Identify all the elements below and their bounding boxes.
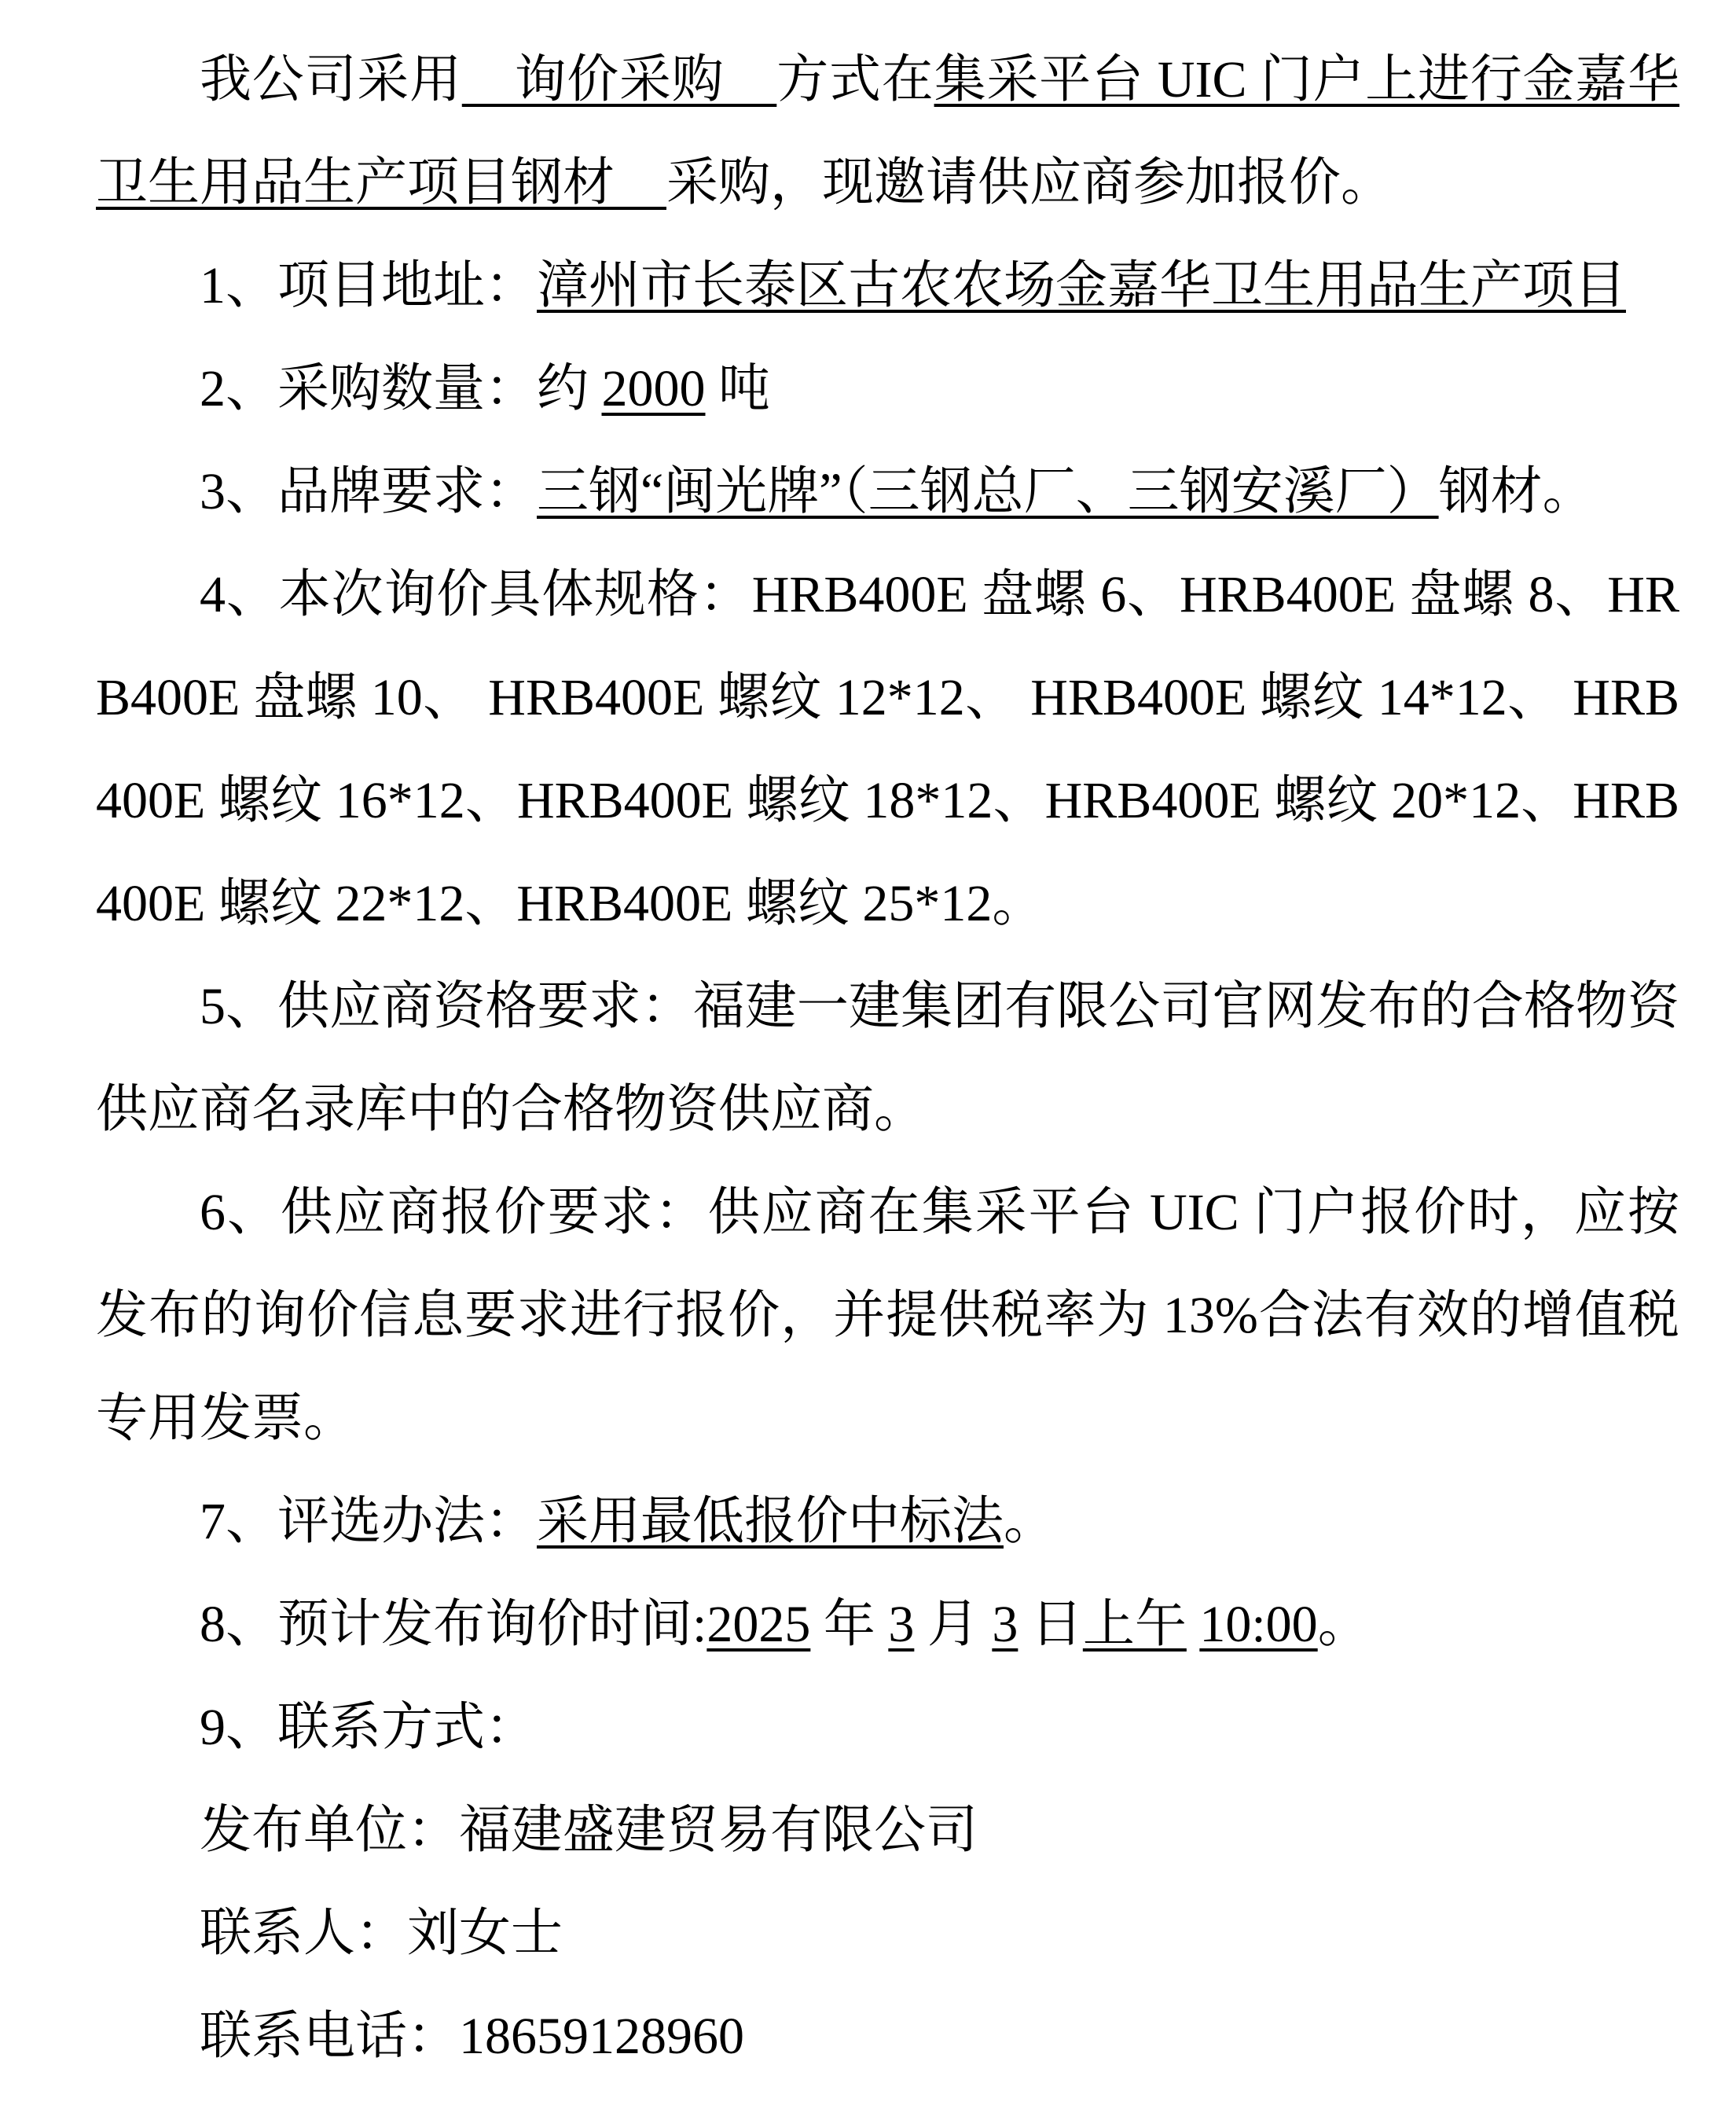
paragraph [96,1882,1679,1985]
text-run: 5、供应商资格要求：福建一建集团有限公司官网发布的合格物资供应商名录库中的合格物资供应商。 [96,978,1679,1138]
paragraph [96,337,1679,440]
text-run: 发布单位：福建盛建贸易有限公司 [200,1802,978,1859]
underlined-text-run: 采用最低报价中标法 [537,1493,1004,1550]
text-run: 月 [914,1596,993,1653]
text-run: 。 [1004,1493,1055,1550]
text-run: 7、评选办法： [200,1493,537,1550]
underlined-text-run: 询价采购 [461,51,777,108]
text-run: 我公司采用 [200,51,462,108]
text-run: 年 [810,1596,889,1653]
text-run: 4、本次询价具体规格：HRB400E 盘螺 6、HRB400E 盘螺 8、HRB400E 盘螺 10、 HRB400E 螺纹 12*12、 HRB400E 螺纹 14*12、 HRB400E 螺纹 16*12、HRB400E 螺纹 18*12、HRB400E 螺纹 20*12、HRB400E 螺纹 22*12、HRB400E 螺纹 25*12。 [96,566,1679,932]
underlined-text-run: 10:00 [1199,1596,1318,1653]
paragraph [96,1161,1679,1470]
paragraph [96,1676,1679,1779]
underlined-text-run: 3 [992,1596,1018,1653]
text-run: 联系人：刘女士 [200,1905,563,1962]
text-run: 联系电话：18659128960 [200,2008,744,2065]
underlined-text-run: 集采平台 UIC 门户上进行金嘉华卫生用品生产项目钢材 [96,51,1680,211]
paragraph [96,955,1679,1161]
document-body [96,28,1679,2088]
text-run: 6、供应商报价要求：供应商在集采平台 UIC 门户报价时，应按发布的询价信息要求进行报价，并提供税率为 13%合法有效的增值税专用发票。 [96,1184,1679,1447]
underlined-text-run: 上午 [1082,1596,1187,1653]
text-run [1187,1596,1200,1653]
underlined-text-run: 3 [888,1596,915,1653]
text-run: 吨 [705,360,770,417]
text-run: 方式在 [776,51,934,108]
text-run: 8、预计发布询价时间: [200,1596,707,1653]
paragraph [96,28,1679,234]
text-run: 日 [1018,1596,1083,1653]
text-run: 9、联系方式： [200,1699,537,1756]
paragraph [96,1470,1679,1573]
text-run: 1、项目地址： [200,257,537,314]
text-run: 3、品牌要求： [200,463,537,520]
paragraph [96,440,1679,543]
paragraph [96,234,1679,337]
text-run: 2、采购数量：约 [200,360,602,417]
paragraph [96,543,1679,955]
paragraph [96,1573,1679,1676]
text-run: 采购，现邀请供应商参加报价。 [666,154,1393,211]
underlined-text-run: 2025 [707,1596,811,1653]
paragraph [96,1779,1679,1882]
paragraph [96,1985,1679,2088]
underlined-text-run: 漳州市长泰区古农农场金嘉华卫生用品生产项目 [537,257,1626,314]
text-run: 钢材。 [1438,463,1595,520]
underlined-text-run: 三钢“闽光牌”（三钢总厂、三钢安溪厂） [537,463,1439,520]
text-run: 。 [1317,1596,1370,1653]
underlined-text-run: 2000 [601,360,706,417]
